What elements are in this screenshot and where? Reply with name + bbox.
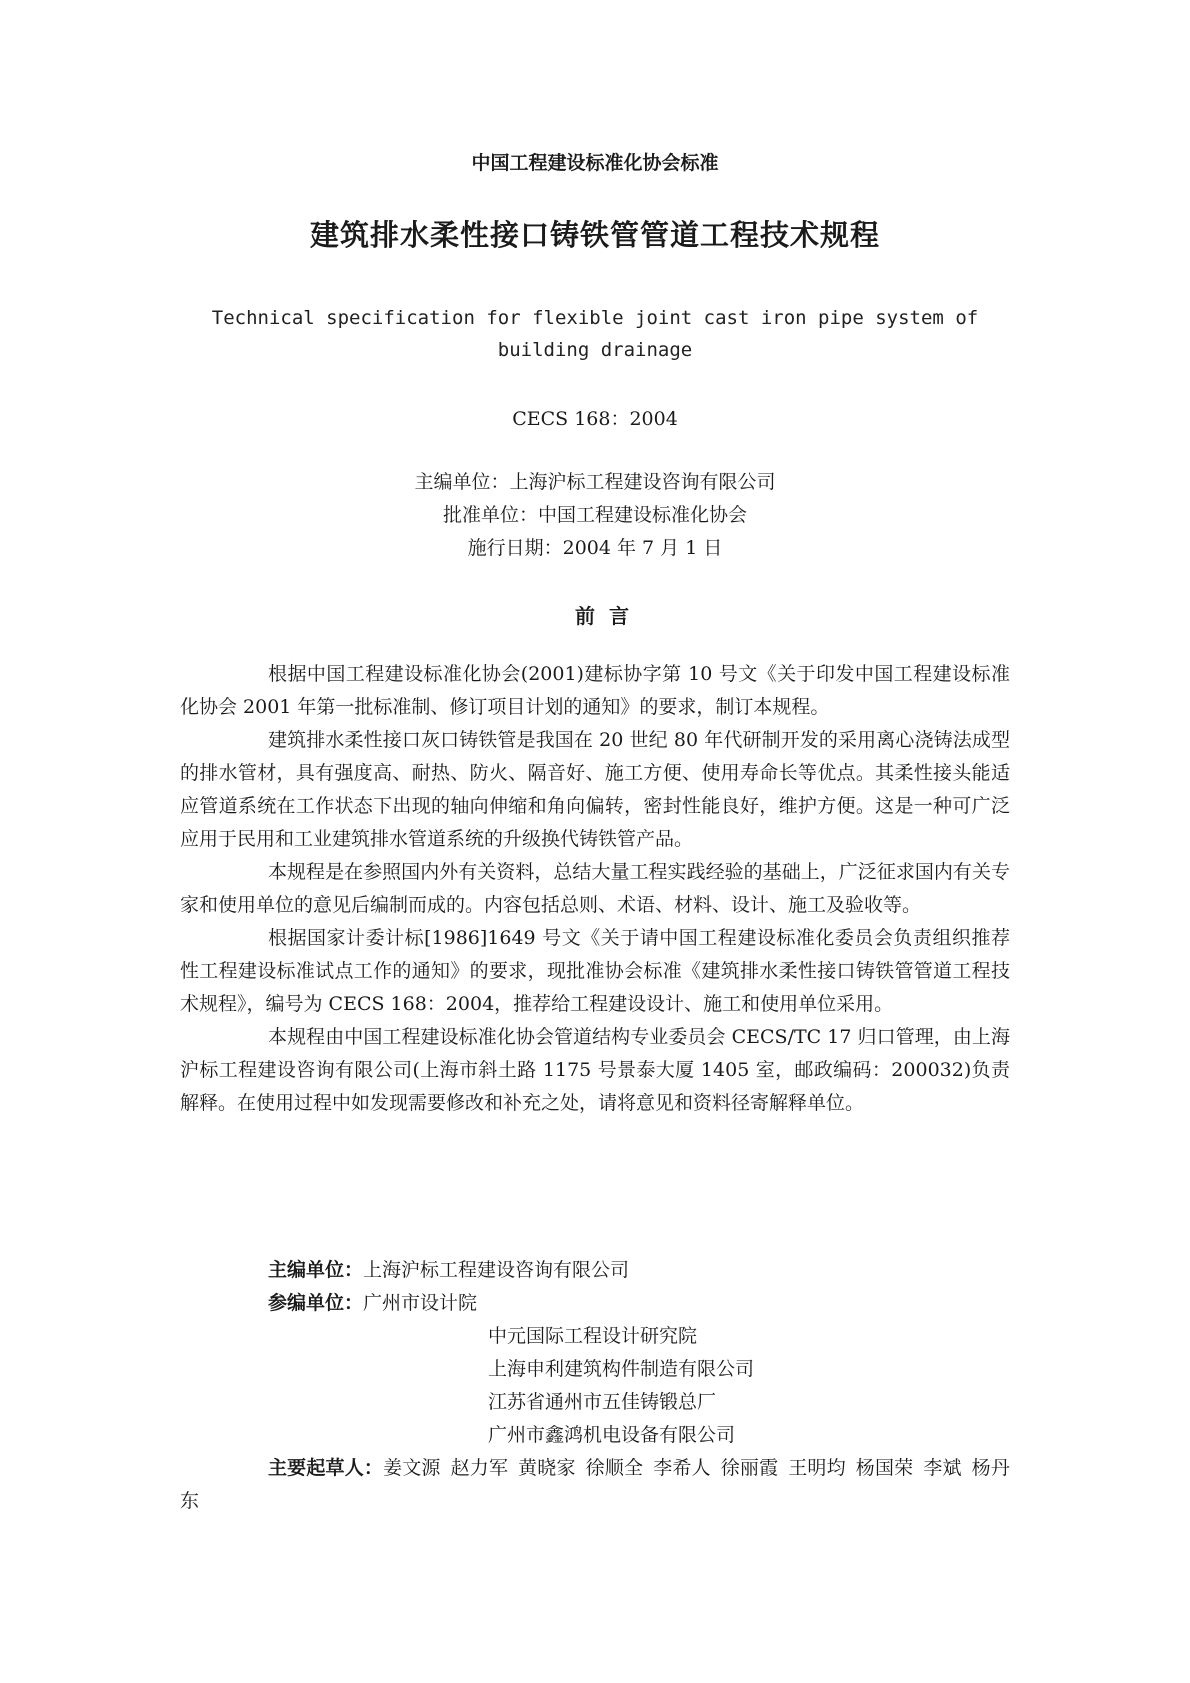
- preface-heading: 前言: [575, 604, 643, 628]
- participant-unit: 广州市鑫鸿机电设备有限公司: [488, 1424, 736, 1446]
- preface-body: [180, 658, 1010, 1120]
- drafter-name: 赵力军: [450, 1457, 509, 1479]
- preface-paragraph: 根据中国工程建设标准化协会(2001)建标协字第 10 号文《关于印发中国工程建设标准化协会 2001 年第一批标准制、修订项目计划的通知》的要求，制订本规程。: [180, 663, 1010, 718]
- org-standard-heading: 中国工程建设标准化协会标准: [471, 152, 719, 174]
- approver-line: 批准单位：中国工程建设标准化协会: [442, 504, 747, 526]
- preface-paragraph: 本规程由中国工程建设标准化协会管道结构专业委员会 CECS/TC 17 归口管理，由上海沪标工程建设咨询有限公司(上海市斜土路 1175 号景泰大厦 1405 室，邮政编码：200032)负责解释。在使用过程中如发现需要修改和补充之处，请将意见和资料径寄解释单位。: [180, 1026, 1010, 1114]
- document-title: 建筑排水柔性接口铸铁管管道工程技术规程: [309, 218, 880, 252]
- chief-editor-entry: [268, 1254, 629, 1287]
- preface-paragraph: 本规程是在参照国内外有关资料，总结大量工程实践经验的基础上，广泛征求国内有关专家和使用单位的意见后编制而成的。内容包括总则、术语、材料、设计、施工及验收等。: [180, 861, 1010, 916]
- drafter-name: 徐顺全: [585, 1457, 644, 1479]
- participant-unit: 江苏省通州市五佳铸锻总厂: [488, 1391, 717, 1413]
- drafter-name: 李斌: [923, 1457, 962, 1479]
- drafter-name: 杨丹东: [180, 1457, 1010, 1512]
- participants-label: 参编单位：: [268, 1292, 364, 1314]
- english-title: Technical specification for flexible joint cast iron pipe system of building drainage: [211, 307, 979, 361]
- drafter-name: 杨国荣: [855, 1457, 914, 1479]
- chief-editor-value: 上海沪标工程建设咨询有限公司: [363, 1259, 630, 1281]
- drafter-name: 王明均: [788, 1457, 846, 1479]
- drafters-label: 主要起草人：: [268, 1457, 384, 1479]
- effective-date-line: 施行日期：2004 年 7 月 1 日: [467, 537, 723, 559]
- participant-unit: 广州市设计院: [363, 1292, 478, 1314]
- chief-editor-label: 主编单位：: [268, 1259, 364, 1281]
- preface-paragraph: 根据国家计委计标[1986]1649 号文《关于请中国工程建设标准化委员会负责组织推荐性工程建设标准试点工作的通知》的要求，现批准协会标准《建筑排水柔性接口铸铁管管道工程技术规程》，编号为 CECS 168：2004，推荐给工程建设设计、施工和使用单位采用。: [180, 927, 1010, 1015]
- chief-editor-line: 主编单位：上海沪标工程建设咨询有限公司: [414, 471, 776, 493]
- standard-code: CECS 168：2004: [512, 408, 678, 430]
- drafters-entry: [180, 1452, 1010, 1518]
- participant-unit: 上海申利建筑构件制造有限公司: [488, 1358, 755, 1380]
- drafter-name: 徐丽霞: [720, 1457, 779, 1479]
- participants-entry: [268, 1287, 477, 1320]
- drafter-name: 李希人: [653, 1457, 711, 1479]
- participant-unit: 中元国际工程设计研究院: [488, 1325, 698, 1347]
- drafter-name: 黄晓家: [518, 1457, 576, 1479]
- drafter-name: 姜文源: [383, 1457, 441, 1479]
- preface-paragraph: 建筑排水柔性接口灰口铸铁管是我国在 20 世纪 80 年代研制开发的采用离心浇铸法成型的排水管材，具有强度高、耐热、防火、隔音好、施工方便、使用寿命长等优点。其柔性接头能适应管道系统在工作状态下出现的轴向伸缩和角向偏转，密封性能良好，维护方便。这是一种可广泛应用于民用和工业建筑排水管道系统的升级换代铸铁管产品。: [180, 729, 1010, 850]
